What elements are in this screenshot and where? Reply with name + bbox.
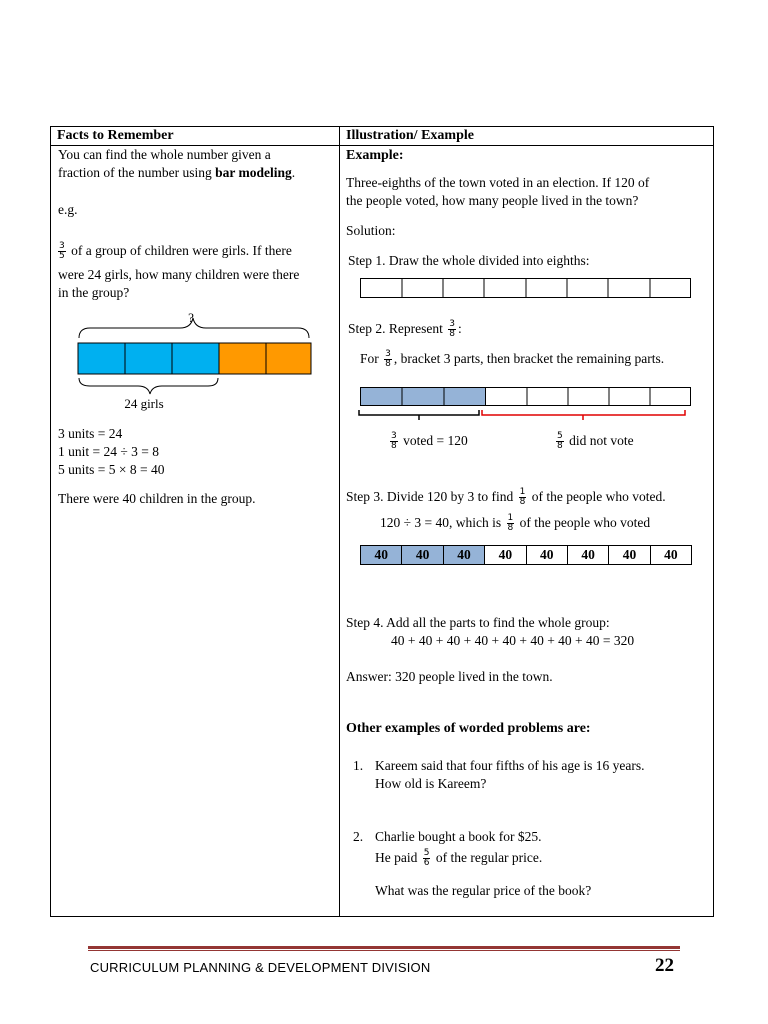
conclusion: There were 40 children in the group.	[58, 491, 256, 506]
question1-line1: Kareem said that four fifths of his age is 16 years.	[375, 758, 645, 773]
bar-unit-cyan	[172, 343, 219, 374]
bar-cell: 40	[609, 546, 650, 564]
example-label: Example:	[346, 148, 404, 163]
step2-text: Step 2. Represent $\frac{3}{8}$ :	[348, 319, 462, 340]
fraction-1-8: $\frac{1}{8}$	[519, 487, 526, 508]
question2-line2: He paid $\frac{5}{6}$ of the regular price.	[375, 848, 543, 869]
intro-text-line2: fraction of the number using bar modeling.	[58, 165, 296, 180]
bar-cell-blue: 40	[402, 546, 443, 564]
forty-bar	[360, 545, 692, 565]
bar-cell: 40	[568, 546, 609, 564]
fraction-5-8: $\frac{5}{8}$	[557, 431, 563, 452]
fraction-3-8: $\frac{3}{8}$	[449, 319, 455, 340]
girls-problem-line2: were 24 girls, how many children were there	[58, 267, 300, 282]
town-problem-line2: the people voted, how many people lived in the town?	[346, 193, 639, 208]
calc-line1: 3 units = 24	[58, 426, 123, 441]
step4-sum: 40 + 40 + 40 + 40 + 40 + 40 + 40 + 40 = 320	[391, 633, 635, 648]
not-voted-bracket	[482, 410, 685, 420]
footer-rule-thick	[88, 946, 680, 949]
solution-label: Solution:	[346, 223, 396, 238]
answer-text: Answer: 320 people lived in the town.	[346, 669, 553, 684]
intro-text-line1: You can find the whole number given a	[58, 147, 271, 162]
step4-text: Step 4. Add all the parts to find the whole group:	[346, 615, 610, 630]
col-header-facts: Facts to Remember	[57, 128, 174, 143]
eg-label: e.g.	[58, 202, 78, 217]
eighths-bar-bracketed	[355, 387, 695, 423]
bar-cell: 40	[664, 547, 678, 562]
question1-line2: How old is Kareem?	[375, 776, 487, 791]
voted-bracket	[359, 410, 479, 420]
fraction-5-6: $\frac{5}{6}$	[423, 848, 430, 869]
eighths-bar-empty	[360, 278, 694, 300]
step3b-text: 120 ÷ 3 = 40, which is $\frac{1}{8}$ of the people who voted	[380, 513, 651, 534]
step3-text: Step 3. Divide 120 by 3 to find $\frac{1}{8}$ of the people who voted.	[346, 487, 666, 508]
bar-unit-cyan	[125, 343, 172, 374]
girls-problem-line3: in the group?	[58, 285, 130, 300]
girls-label: 24 girls	[124, 396, 164, 411]
question-mark: ?	[188, 310, 194, 325]
girls-bar-model	[70, 302, 320, 414]
page-number: 22	[655, 955, 674, 976]
question2-number: 2.	[353, 829, 364, 844]
fraction-3-8: $\frac{3}{8}$	[385, 349, 391, 370]
girls-problem-line1: $\frac{3}{5}$ of a group of children were girls. If there	[59, 241, 292, 262]
step2b-text: For $\frac{3}{8}$ , bracket 3 parts, then bracket the remaining parts.	[360, 349, 665, 370]
question2-line3: What was the regular price of the book?	[375, 883, 592, 898]
voted-label: $\frac{3}{8}$ voted = 120	[391, 431, 468, 452]
bar-unit-orange	[219, 343, 266, 374]
not-voted-label: $\frac{5}{8}$ did not vote	[557, 431, 634, 452]
question2-line1: Charlie bought a book for $25.	[375, 829, 542, 844]
bar-cell-blue: 40	[444, 546, 485, 564]
calc-line3: 5 units = 5 × 8 = 40	[58, 462, 165, 477]
col-header-example: Illustration/ Example	[346, 128, 474, 143]
step1-text: Step 1. Draw the whole divided into eighths:	[348, 253, 590, 268]
question1-number: 1.	[353, 758, 364, 773]
bar-cell: 40	[527, 546, 568, 564]
fraction-3-8: $\frac{3}{8}$	[391, 431, 397, 452]
bar-unit-orange	[266, 343, 311, 374]
fraction-1-8: $\frac{1}{8}$	[507, 513, 514, 534]
column-divider	[339, 126, 340, 917]
bar-cell: 40	[485, 546, 526, 564]
footer-division: CURRICULUM PLANNING & DEVELOPMENT DIVISION	[90, 960, 431, 975]
town-problem-line1: Three-eighths of the town voted in an election. If 120 of	[346, 175, 650, 190]
bar-unit-cyan	[78, 343, 125, 374]
bar-cell-blue: 40	[361, 546, 402, 564]
other-examples-heading: Other examples of worded problems are:	[346, 721, 591, 736]
calc-line2: 1 unit = 24 ÷ 3 = 8	[58, 444, 160, 459]
top-brace	[79, 318, 309, 338]
footer-rule-thin	[88, 950, 680, 951]
fraction-3-5: $\frac{3}{5}$	[59, 241, 65, 262]
bottom-brace	[79, 378, 218, 394]
